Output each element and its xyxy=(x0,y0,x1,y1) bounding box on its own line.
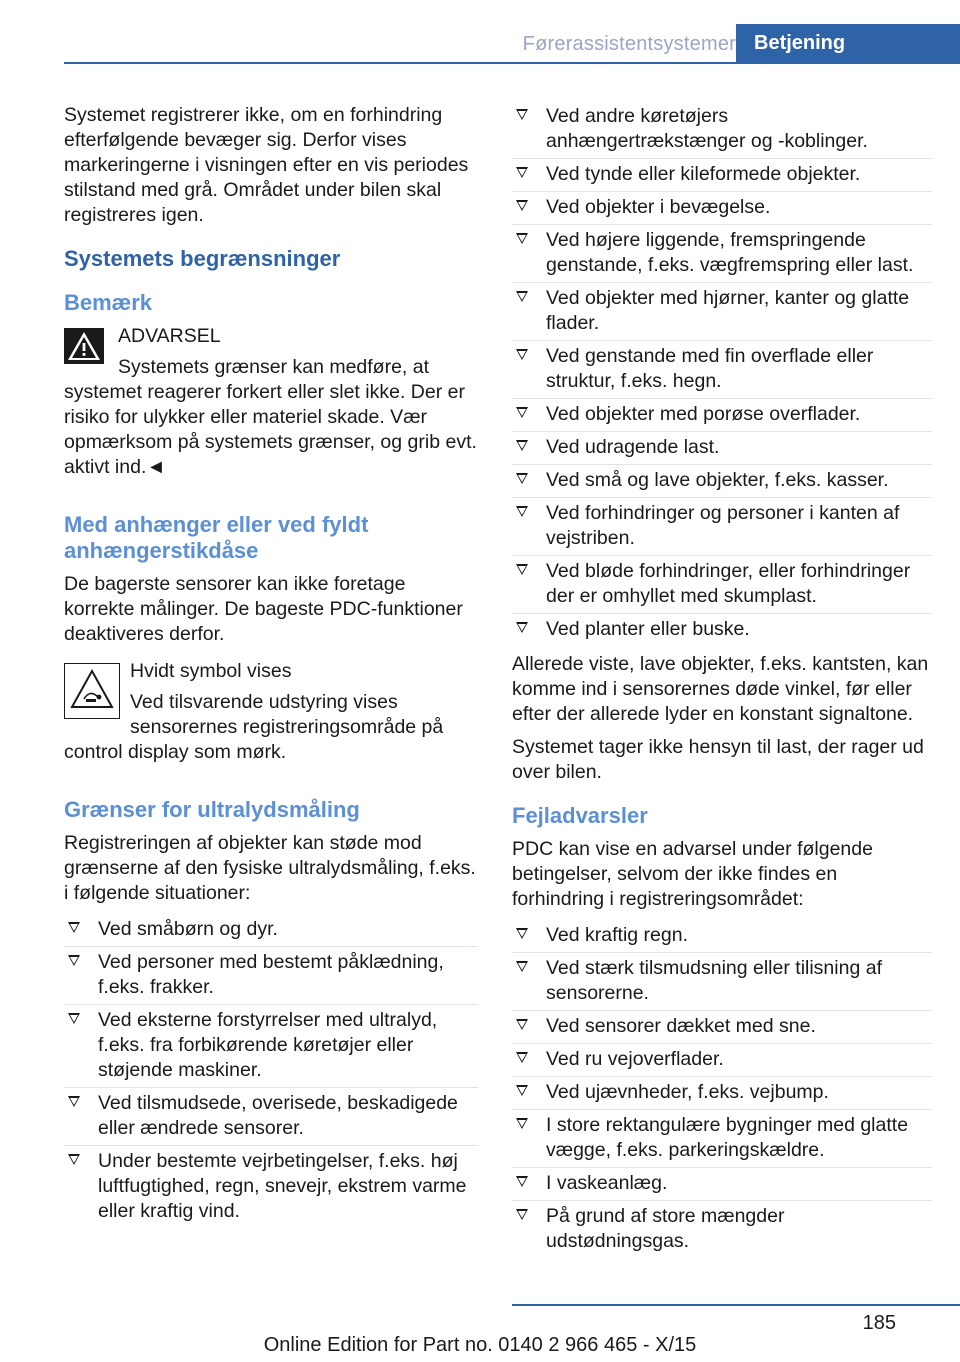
list-item-text: Ved ujævnheder, f.eks. vejbump. xyxy=(546,1081,829,1103)
list-item xyxy=(512,953,932,1011)
bullet-triangle-icon xyxy=(516,1085,528,1096)
edition-footer: Online Edition for Part no. 0140 2 966 465 - X/15 xyxy=(263,1334,697,1356)
symbol-text: Ved tilsvarende udstyring vises sensorernes registreringsområde på control display som mørk. xyxy=(64,691,444,763)
bullet-triangle-icon xyxy=(516,1176,528,1187)
list-item xyxy=(64,914,478,947)
list-item-text: Ved objekter i bevægelse. xyxy=(546,196,771,218)
heading-ultrasound-limits: Grænser for ultralydsmåling xyxy=(64,797,360,822)
list-item-text: I store rektangulære bygninger med glatte vægge, f.eks. parkeringskældre. xyxy=(546,1114,909,1161)
list-item xyxy=(512,283,932,341)
warning-title: ADVARSEL xyxy=(118,325,221,347)
bullet-triangle-icon xyxy=(516,1118,528,1129)
error-conditions-list xyxy=(512,920,932,1258)
list-item-text: Ved andre køretøjers anhængertrækstænger og -koblinger. xyxy=(546,105,868,152)
list-item-text: Ved tilsmudsede, overisede, beskadigede eller ændrede sensorer. xyxy=(98,1092,458,1139)
list-item-text: Ved objekter med hjørner, kanter og glatte flader. xyxy=(546,287,910,334)
list-item xyxy=(512,1201,932,1258)
bullet-triangle-icon xyxy=(516,200,528,211)
object-situations-list xyxy=(512,101,932,646)
bullet-triangle-icon xyxy=(516,407,528,418)
header-section-title: Førerassistentsystemer xyxy=(522,33,736,55)
list-item xyxy=(512,1011,932,1044)
bullet-triangle-icon xyxy=(516,473,528,484)
intro-paragraph: Systemet registrerer ikke, om en forhindring efterfølgende bevæger sig. Derfor vises markeringerne i visningen efter en vis periodes stilstand med grå. Området under bilen skal registreres igen. xyxy=(64,104,469,226)
list-item-text: Ved småbørn og dyr. xyxy=(98,918,278,940)
heading-system-limits: Systemets begrænsninger xyxy=(64,246,341,271)
warning-notice xyxy=(64,324,478,488)
load-paragraph: Systemet tager ikke hensyn til last, der rager ud over bilen. xyxy=(512,736,924,783)
page-number: 185 xyxy=(862,1312,896,1334)
bullet-triangle-icon xyxy=(68,1013,80,1024)
list-item xyxy=(512,101,932,159)
bullet-triangle-icon xyxy=(516,233,528,244)
list-item xyxy=(64,1088,478,1146)
bullet-triangle-icon xyxy=(68,922,80,933)
list-item xyxy=(512,614,932,646)
symbol-title: Hvidt symbol vises xyxy=(130,660,292,682)
list-item-text: Ved kraftig regn. xyxy=(546,924,689,946)
blind-angle-paragraph: Allerede viste, lave objekter, f.eks. kantsten, kan komme ind i sensorernes døde vinkel, før eller efter der allerede lyder en konstant signaltone. xyxy=(512,653,929,725)
list-item-text: I vaskeanlæg. xyxy=(546,1172,668,1194)
heading-note: Bemærk xyxy=(64,290,153,315)
left-column xyxy=(64,103,478,1234)
bullet-triangle-icon xyxy=(516,1019,528,1030)
list-item xyxy=(64,1146,478,1228)
list-item xyxy=(512,192,932,225)
bullet-triangle-icon xyxy=(516,564,528,575)
warning-icon xyxy=(64,324,118,380)
ultrasound-paragraph: Registreringen af objekter kan støde mod grænserne af den fysiske ultralydsmåling, f.eks. i følgende situationer: xyxy=(64,832,476,904)
list-item-text: Ved tynde eller kileformede objekter. xyxy=(546,163,861,185)
list-item-text: Ved sensorer dækket med sne. xyxy=(546,1015,816,1037)
list-item xyxy=(512,1110,932,1168)
heading-trailer: Med anhænger eller ved fyldt anhængerstikdåse xyxy=(64,512,369,563)
list-item xyxy=(512,1168,932,1201)
list-item-text: Ved små og lave objekter, f.eks. kasser. xyxy=(546,469,889,491)
list-item-text: Ved forhindringer og personer i kanten af vejstriben. xyxy=(546,502,900,549)
bullet-triangle-icon xyxy=(516,622,528,633)
list-item xyxy=(512,498,932,556)
bullet-triangle-icon xyxy=(516,928,528,939)
list-item xyxy=(512,920,932,953)
list-item-text: På grund af store mængder udstødningsgas. xyxy=(546,1205,785,1252)
trailer-paragraph: De bagerste sensorer kan ikke foretage korrekte målinger. De bageste PDC-funktioner deaktiveres derfor. xyxy=(64,573,463,645)
list-item xyxy=(512,465,932,498)
header-chapter-tab: Betjening xyxy=(736,24,960,62)
list-item-text: Ved objekter med porøse overflader. xyxy=(546,403,861,425)
list-item xyxy=(512,399,932,432)
bullet-triangle-icon xyxy=(516,1052,528,1063)
bullet-triangle-icon xyxy=(516,961,528,972)
list-item-text: Ved bløde forhindringer, eller forhindringer der er omhyllet med skumplast. xyxy=(546,560,911,607)
list-item-text: Under bestemte vejrbetingelser, f.eks. høj luftfugtighed, regn, snevejr, ekstrem varme eller kraftig vind. xyxy=(98,1150,467,1222)
bullet-triangle-icon xyxy=(516,291,528,302)
list-item xyxy=(512,1044,932,1077)
list-item-text: Ved planter eller buske. xyxy=(546,618,750,640)
heading-error-warnings: Fejladvarsler xyxy=(512,803,648,828)
error-paragraph: PDC kan vise en advarsel under følgende betingelser, selvom der ikke findes en forhindring i registreringsområdet: xyxy=(512,838,873,910)
bullet-triangle-icon xyxy=(516,349,528,360)
list-item-text: Ved eksterne forstyrrelser med ultralyd, f.eks. fra forbikørende køretøjer eller støjende maskiner. xyxy=(98,1009,438,1081)
bullet-triangle-icon xyxy=(516,1209,528,1220)
symbol-notice xyxy=(64,659,478,773)
list-item xyxy=(64,1005,478,1088)
warning-text: Systemets grænser kan medføre, at systemet reagerer forkert eller slet ikke. Der er risiko for ulykker eller materiel skade. Vær opmærksom på systemets grænser, og grib evt. aktivt ind.◄ xyxy=(64,356,477,478)
list-item xyxy=(512,225,932,283)
bullet-triangle-icon xyxy=(516,506,528,517)
list-item-text: Ved udragende last. xyxy=(546,436,720,458)
list-item xyxy=(512,432,932,465)
bullet-triangle-icon xyxy=(516,109,528,120)
list-item-text: Ved personer med bestemt påklædning, f.eks. frakker. xyxy=(98,951,444,998)
bullet-triangle-icon xyxy=(516,167,528,178)
ultrasound-situations-list xyxy=(64,914,478,1228)
list-item xyxy=(512,341,932,399)
bullet-triangle-icon xyxy=(68,1096,80,1107)
list-item-text: Ved stærk tilsmudsning eller tilisning af sensorerne. xyxy=(546,957,882,1004)
list-item-text: Ved højere liggende, fremspringende genstande, f.eks. vægfremspring eller last. xyxy=(546,229,914,276)
right-column xyxy=(512,103,932,1264)
footer-rule xyxy=(512,1304,960,1306)
list-item-text: Ved ru vejoverflader. xyxy=(546,1048,724,1070)
bullet-triangle-icon xyxy=(68,955,80,966)
trailer-warning-symbol-icon xyxy=(64,659,130,723)
list-item xyxy=(512,556,932,614)
list-item xyxy=(64,947,478,1005)
list-item-text: Ved genstande med fin overflade eller struktur, f.eks. hegn. xyxy=(546,345,874,392)
bullet-triangle-icon xyxy=(516,440,528,451)
bullet-triangle-icon xyxy=(68,1154,80,1165)
list-item xyxy=(512,159,932,192)
header-rule xyxy=(64,62,960,64)
list-item xyxy=(512,1077,932,1110)
